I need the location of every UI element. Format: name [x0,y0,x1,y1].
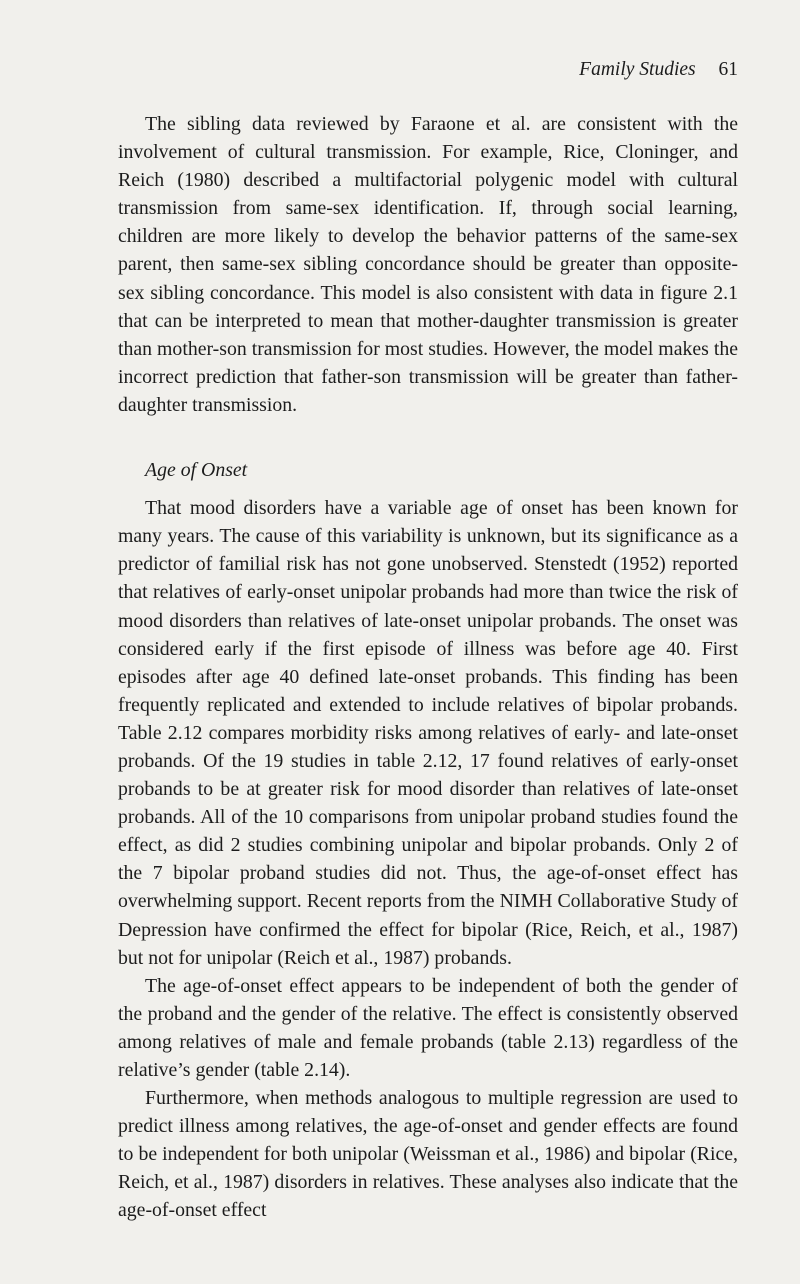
paragraph-age-of-onset: That mood disorders have a variable age of onset has been known for many years. The cause of this variability is unknown, but its significance as a predictor of familial risk has not gone unobserved. Stenstedt (1952) reported that relatives of early-onset unipolar probands had more than twice the risk of mood disorders than relatives of late-onset unipolar probands. The onset was considered early if the first episode of illness was before age 40. First episodes after age 40 defined late-onset probands. This finding has been frequently replicated and extended to include relatives of bipolar probands. Table 2.12 compares morbidity risks among relatives of early- and late-onset probands. Of the 19 studies in table 2.12, 17 found relatives of early-onset probands to be at greater risk for mood disorder than relatives of late-onset probands. All of the 10 comparisons from unipolar proband studies found the effect, as did 2 studies combining unipolar and bipolar probands. Only 2 of the 7 bipolar proband studies did not. Thus, the age-of-onset effect has overwhelming support. Recent reports from the NIMH Collaborative Study of Depression have confirmed the effect for bipolar (Rice, Reich, et al., 1987) but not for unipolar (Reich et al., 1987) probands. [118,497,738,969]
paragraph-sibling-data: The sibling data reviewed by Faraone et al. are consistent with the involvement of cultural transmission. For example, Rice, Cloninger, and Reich (1980) described a multifactorial polygenic model with cultural transmission from same-sex identification. If, through social learning, children are more likely to develop the behavior patterns of the same-sex parent, then same-sex sibling concordance should be greater than opposite-sex sibling concordance. This model is also consistent with data in figure 2.1 that can be interpreted to mean that mother-daughter transmission is greater than mother-son transmission for most studies. However, the model makes the incorrect prediction that father-son transmission will be greater than father-daughter transmission. [118,113,738,416]
section-heading-age-of-onset: Age of Onset [145,459,248,482]
paragraph-gender-independence: The age-of-onset effect appears to be independent of both the gender of the proband and the gender of the relative. The effect is consistently observed among relatives of male and female probands (table 2.13) regardless of the relative’s gender (table 2.14). [118,974,738,1081]
page-number: 61 [718,59,738,80]
body-text [118,110,738,1225]
paragraph-regression-analyses: Furthermore, when methods analogous to multiple regression are used to predict illness among relatives, the age-of-onset and gender effects are found to be independent for both unipolar (Weissman et al., 1986) and bipolar (Rice, Reich, et al., 1987) disorders in relatives. These analyses also indicate that the age-of-onset effect [118,1087,738,1222]
running-head-title: Family Studies [579,59,696,80]
running-head [579,56,738,84]
